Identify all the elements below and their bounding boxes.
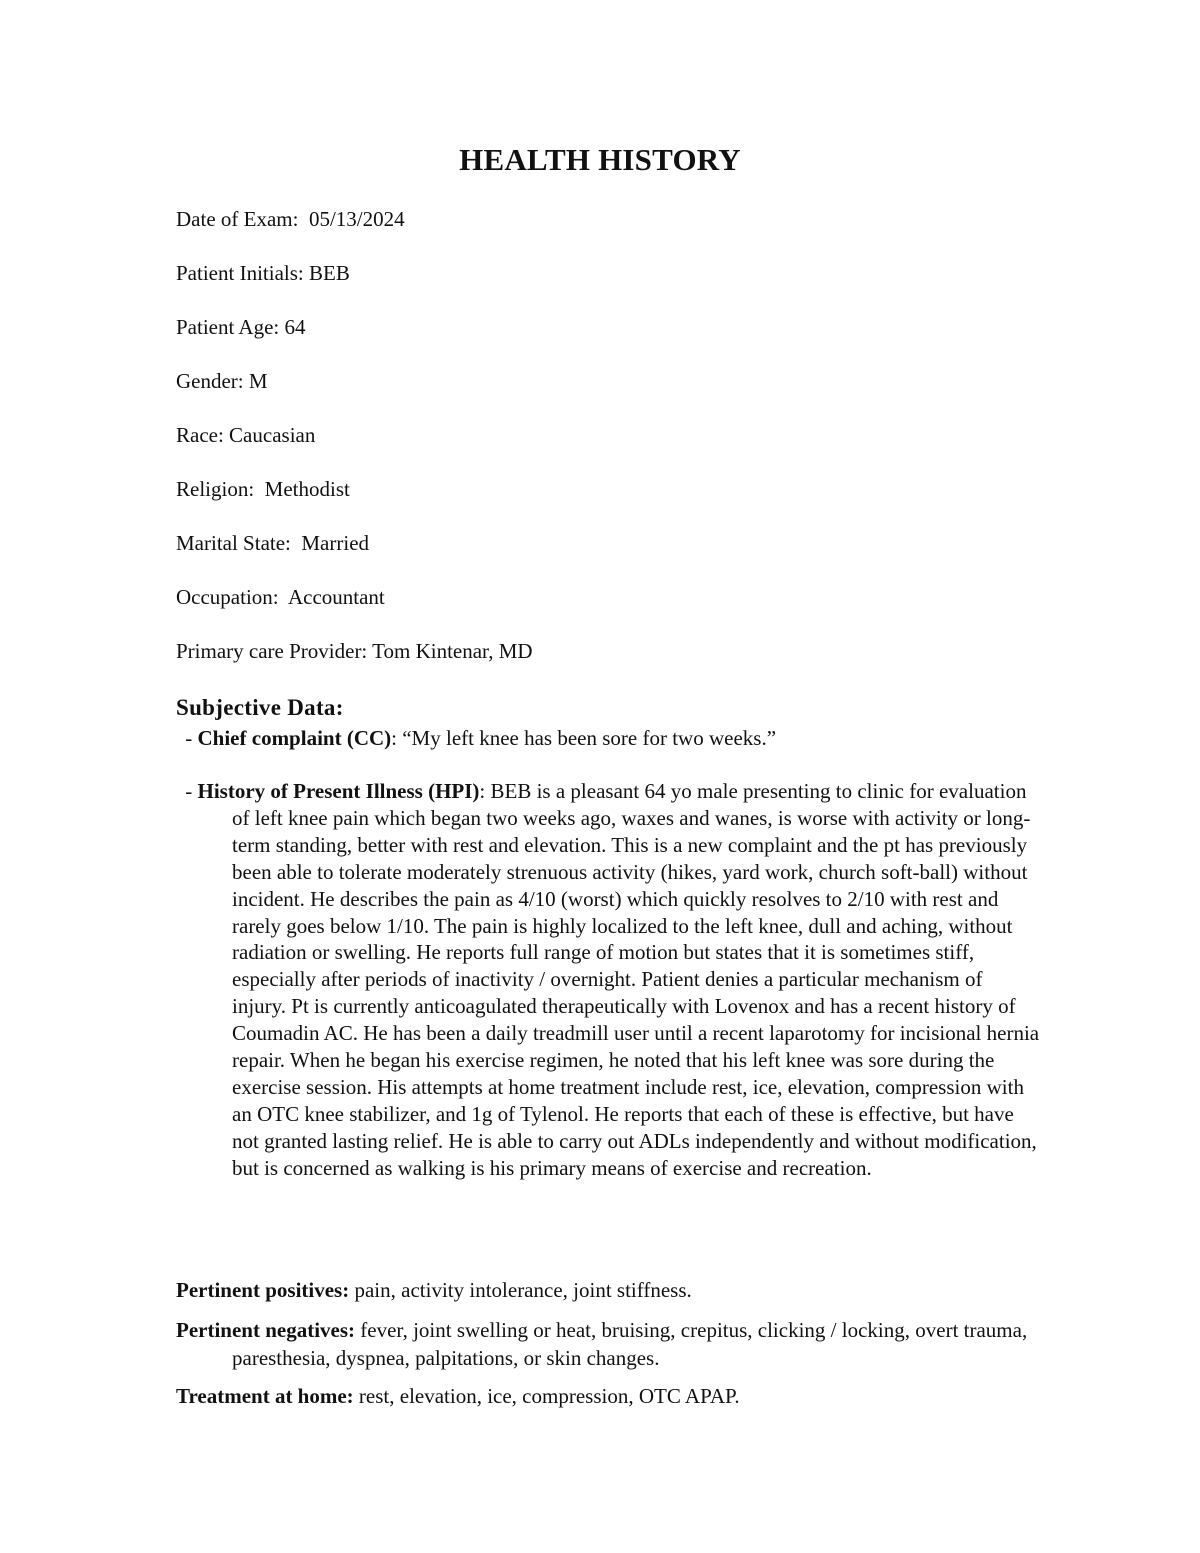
race: Race: Caucasian (176, 423, 316, 447)
document-title: HEALTH HISTORY (459, 142, 741, 177)
patient-age: Patient Age: 64 (176, 315, 306, 339)
treatment-label: Treatment at home: (176, 1384, 354, 1408)
treatment-at-home (176, 1382, 1036, 1410)
chief-complaint (180, 724, 776, 752)
primary-care-provider: Primary care Provider: Tom Kintenar, MD (176, 639, 533, 663)
positives-label: Pertinent positives: (176, 1278, 350, 1302)
patient-initials: Patient Initials: BEB (176, 261, 350, 285)
history-of-present-illness (180, 778, 1040, 1182)
occupation: Occupation: Accountant (176, 585, 385, 609)
cc-text: : “My left knee has been sore for two weeks.” (391, 726, 777, 750)
cc-label: Chief complaint (CC) (197, 726, 392, 750)
hpi-text: : BEB is a pleasant 64 yo male presenting to clinic for evaluation of left knee pain which began two weeks ago, waxes and wanes, is worse with activity or long-term standing, better with rest and elevation. This is a new complaint and the pt has previously been able to tolerate moderately strenuous activity (hikes, yard work, church soft-ball) without incident. He describes the pain as 4/10 (worst) which quickly resolves to 2/10 with rest and rarely goes below 1/10. The pain is highly localized to the left knee, dull and aching, without radiation or swelling. He reports full range of motion but states that it is sometimes stiff, especially after periods of inactivity / overnight. Patient denies a particular mechanism of injury. Pt is currently anticoagulated therapeutically with Lovenox and has a recent history of Coumadin AC. He has been a daily treadmill user until a recent laparotomy for incisional hernia repair. When he began his exercise regimen, he noted that his left knee was sore during the exercise session. His attempts at home treatment include rest, ice, elevation, compression with an OTC knee stabilizer, and 1g of Tylenol. He reports that each of these is effective, but have not granted lasting relief. He is able to carry out ADLs independently and without modification, but is concerned as walking is his primary means of exercise and recreation. (232, 779, 1040, 1180)
cc-bullet: - (180, 726, 198, 750)
treatment-text: rest, elevation, ice, compression, OTC APAP. (353, 1384, 740, 1408)
religion: Religion: Methodist (176, 477, 350, 501)
hpi-bullet: - (180, 779, 198, 803)
negatives-text: fever, joint swelling or heat, bruising, crepitus, clicking / locking, overt trauma, paresthesia, dyspnea, palpitations, or skin changes. (232, 1318, 1028, 1370)
marital-state: Marital State: Married (176, 531, 370, 555)
pertinent-positives (176, 1276, 1036, 1304)
positives-text: pain, activity intolerance, joint stiffness. (349, 1278, 692, 1302)
date-of-exam: Date of Exam: 05/13/2024 (176, 207, 405, 231)
hpi-label: History of Present Illness (HPI) (197, 779, 480, 803)
pertinent-negatives (176, 1316, 1036, 1372)
gender: Gender: M (176, 369, 268, 393)
negatives-label: Pertinent negatives: (176, 1318, 356, 1342)
subjective-data-heading: Subjective Data: (176, 695, 344, 720)
